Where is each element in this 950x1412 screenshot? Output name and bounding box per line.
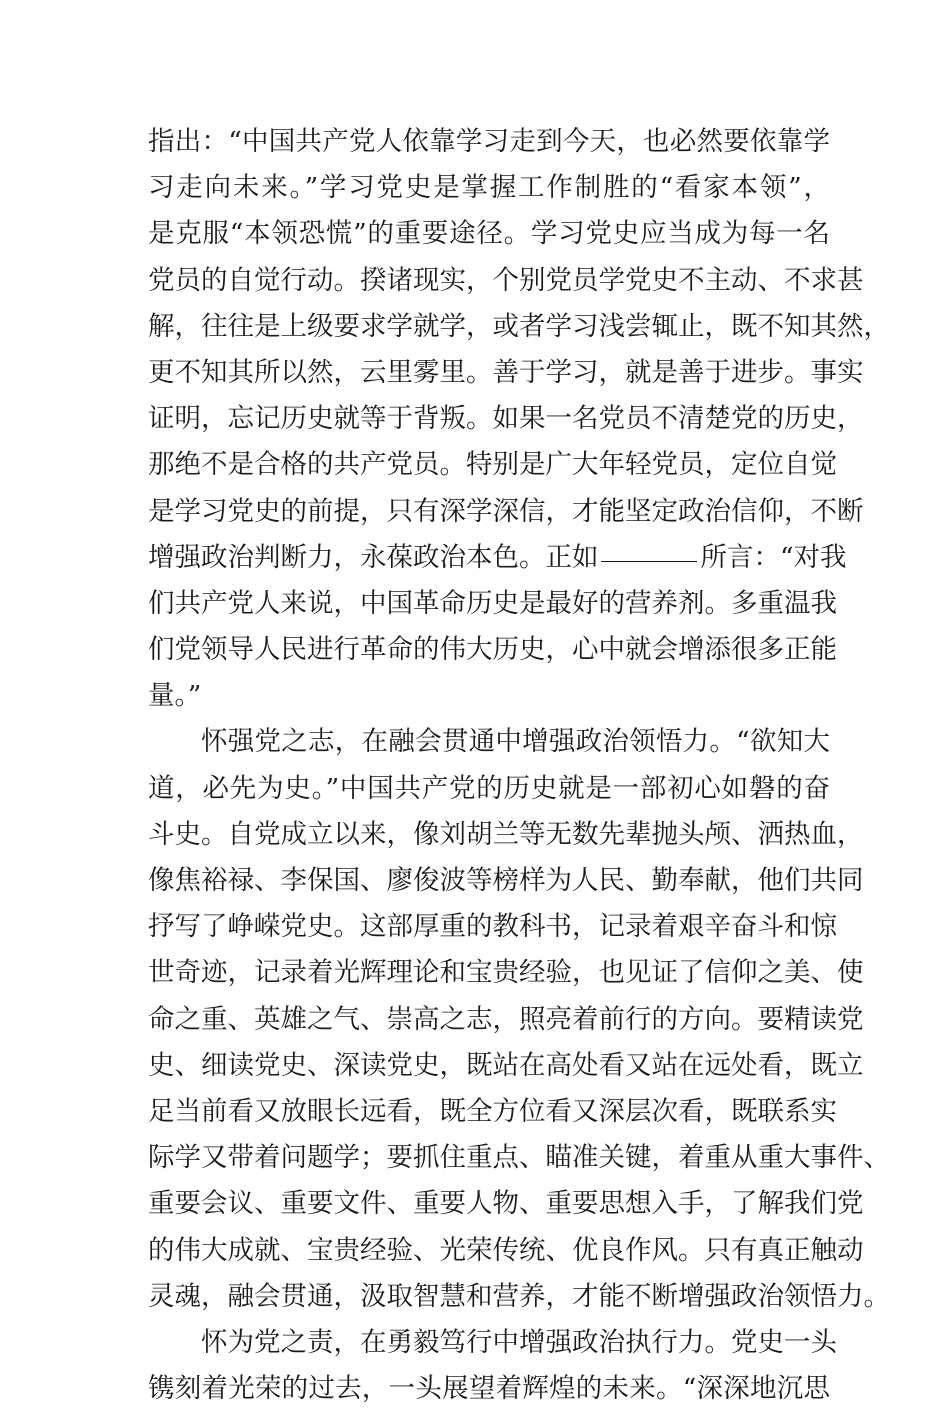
text-line: 史、细读党史、深读党史，既站在高处看又站在远处看，既立 (148, 1049, 864, 1081)
text-line: 指出：“中国共产党人依靠学习走到今天，也必然要依靠学 (148, 126, 830, 157)
text-line: 镌刻着光荣的过去，一头展望着辉煌的未来。“深深地沉思 (148, 1373, 830, 1405)
text-line: 重要会议、重要文件、重要人物、重要思想入手，了解我们党 (148, 1188, 864, 1220)
text-line: 像焦裕禄、李保国、廖俊波等榜样为人民、勤奉献，他们共同 (148, 865, 864, 896)
text-line: 那绝不是合格的共产党员。特别是广大年轻党员，定位自觉 (148, 449, 837, 481)
text-line: 斗史。自党成立以来，像刘胡兰等无数先辈抛头颅、洒热血， (148, 818, 864, 850)
text-line: 证明，忘记历史就等于背叛。如果一名党员不清楚党的历史， (148, 403, 864, 435)
text-line: 们共产党人来说，中国革命历史是最好的营养剂。多重温我 (148, 587, 837, 619)
text-line: 党员的自觉行动。揆诸现实，个别党员学党史不主动、不求甚 (148, 264, 864, 296)
fill-in-blank (601, 560, 697, 562)
text-line: 世奇迹，记录着光辉理论和宝贵经验，也见证了信仰之美、使 (148, 957, 864, 989)
text-line-with-blank (148, 535, 847, 581)
text-line: 是学习党史的前提，只有深学深信，才能坚定政治信仰，不断 (148, 495, 864, 527)
text-line: 命之重、英雄之气、崇高之志，照亮着前行的方向。要精读党 (148, 1003, 864, 1035)
text-before-blank: 增强政治判断力，永葆政治本色。正如 (148, 541, 599, 573)
text-line: 的伟大成就、宝贵经验、光荣传统、优良作风。只有真正触动 (148, 1234, 864, 1266)
text-line: 灵魂，融会贯通，汲取智慧和营养，才能不断增强政治领悟力。 (148, 1280, 890, 1312)
text-line: 解，往往是上级要求学就学，或者学习浅尝辄止，既不知其然， (148, 310, 890, 342)
paragraph-start-line: 怀为党之责，在勇毅笃行中增强政治执行力。党史一头 (201, 1326, 837, 1358)
text-line: 更不知其所以然，云里雾里。善于学习，就是善于进步。事实 (148, 356, 864, 388)
text-line: 抒写了峥嵘党史。这部厚重的教科书，记录着艰辛奋斗和惊 (148, 911, 837, 943)
text-line: 足当前看又放眼长远看，既全方位看又深层次看，既联系实 (148, 1095, 837, 1127)
text-line: 际学又带着问题学；要抓住重点、瞄准关键，着重从重大事件、 (148, 1142, 890, 1174)
text-line: 习走向未来。”学习党史是掌握工作制胜的“看家本领”， (148, 172, 830, 204)
document-body (148, 119, 890, 1412)
text-line: 们党领导人民进行革命的伟大历史，心中就会增添很多正能 (148, 634, 837, 666)
text-line: 量。” (148, 680, 202, 712)
text-line: 道，必先为史。”中国共产党的历史就是一部初心如磐的奋 (148, 772, 830, 804)
text-line: 是克服“本领恐慌”的重要途径。学习党史应当成为每一名 (148, 218, 830, 250)
text-after-blank: 所言：“对我 (700, 541, 847, 573)
paragraph-start-line: 怀强党之志，在融会贯通中增强政治领悟力。“欲知大 (201, 726, 830, 758)
